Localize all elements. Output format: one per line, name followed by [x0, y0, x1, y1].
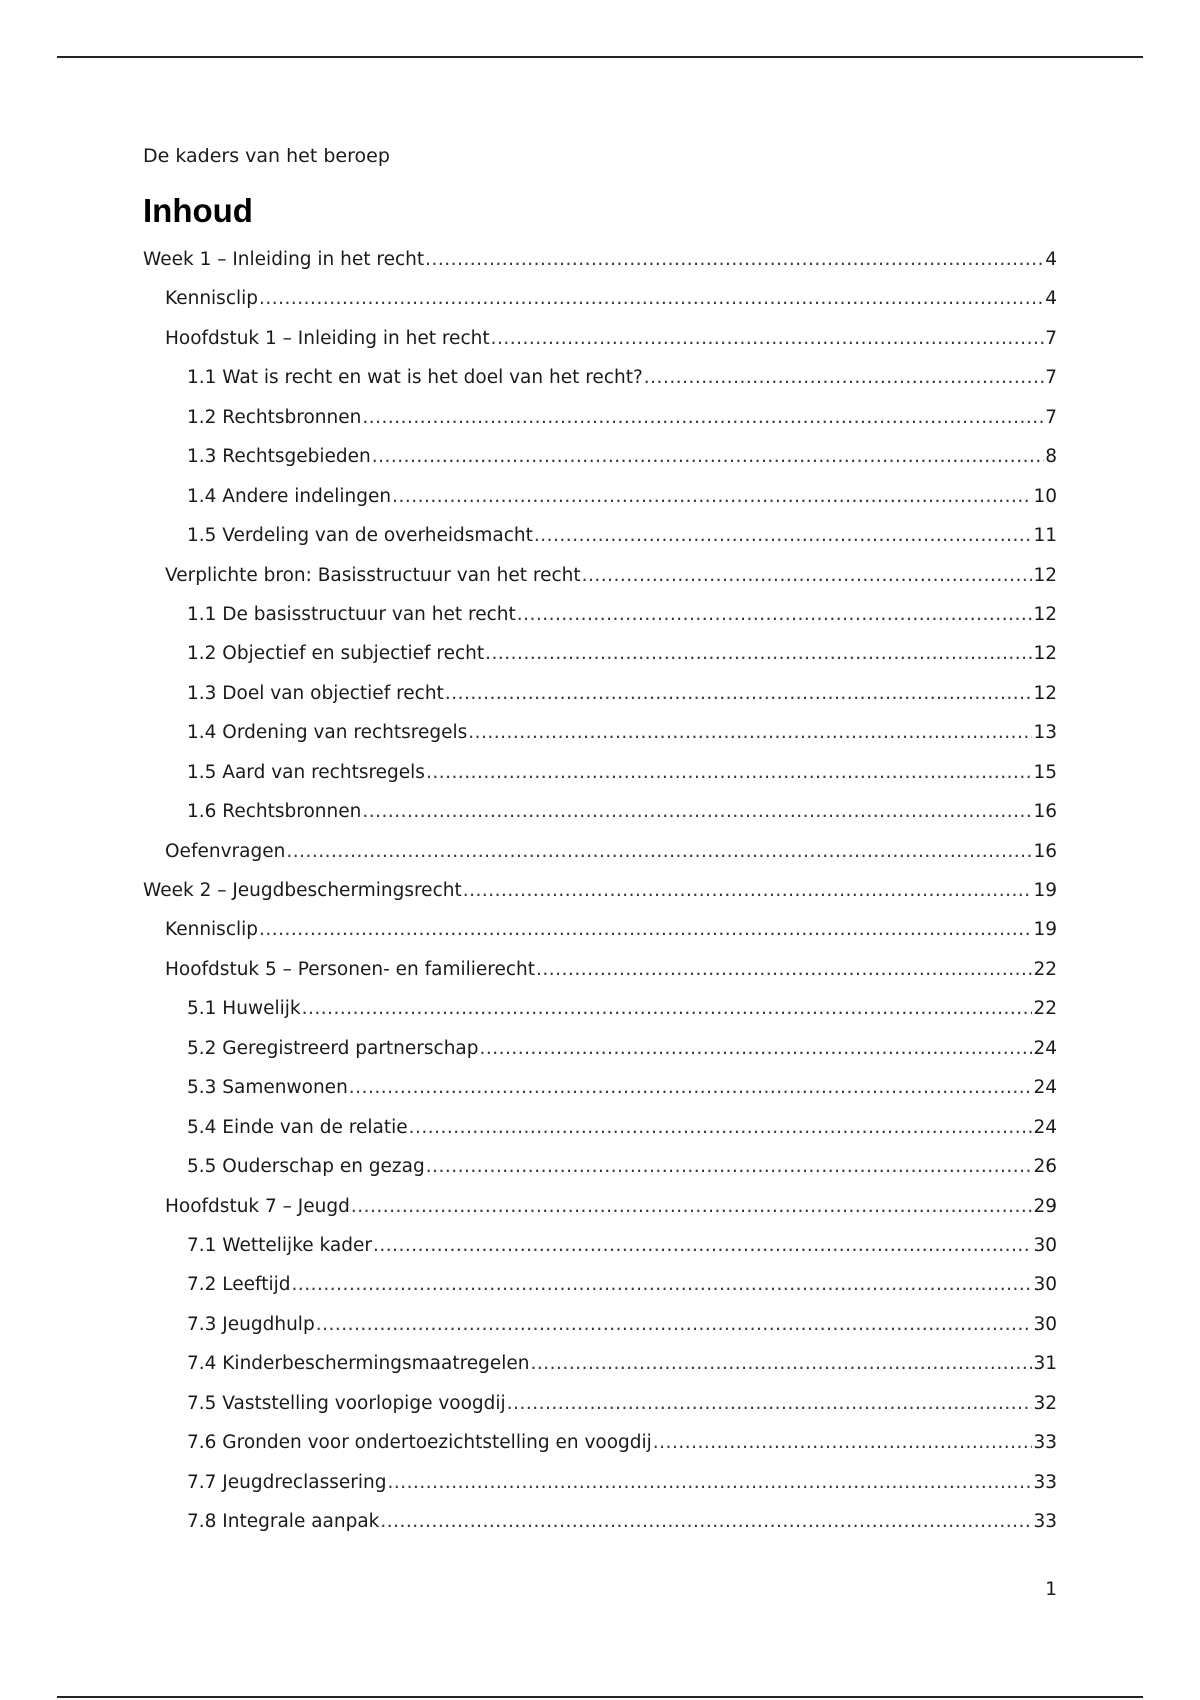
toc-entry-title[interactable]: 7.5 Vaststelling voorlopige voogdij	[187, 1392, 506, 1414]
toc-entry[interactable]	[143, 406, 1057, 445]
toc-dot-leader	[468, 721, 1032, 745]
toc-entry-title[interactable]: 1.5 Verdeling van de overheidsmacht	[187, 525, 533, 547]
toc-entry-page[interactable]: 12	[1033, 682, 1057, 704]
toc-entry-page[interactable]: 24	[1033, 1077, 1057, 1099]
toc-entry-title[interactable]: Week 2 – Jeugdbeschermingsrecht	[143, 880, 462, 901]
toc-dot-leader	[653, 1431, 1033, 1455]
toc-entry[interactable]	[143, 564, 1057, 603]
toc-entry-page[interactable]: 7	[1045, 327, 1057, 349]
toc-dot-leader	[485, 642, 1032, 666]
toc-entry-title[interactable]: 1.3 Doel van objectief recht	[187, 682, 444, 704]
toc-entry[interactable]	[143, 248, 1057, 287]
page-number: 1	[1045, 1579, 1057, 1600]
toc-entry[interactable]	[143, 1116, 1057, 1155]
toc-dot-leader	[426, 1155, 1033, 1179]
toc-entry[interactable]	[143, 1313, 1057, 1352]
toc-entry-page[interactable]: 4	[1045, 249, 1057, 270]
toc-dot-leader	[517, 603, 1033, 627]
toc-dot-leader	[644, 366, 1044, 390]
toc-entry-page[interactable]: 24	[1033, 1116, 1057, 1138]
toc-entry-title[interactable]: Kennisclip	[165, 919, 259, 941]
toc-dot-leader	[480, 1037, 1033, 1061]
toc-dot-leader	[392, 485, 1032, 509]
toc-entry-page[interactable]: 33	[1033, 1471, 1057, 1493]
toc-entry-title[interactable]: 7.3 Jeugdhulp	[187, 1313, 315, 1335]
toc-entry[interactable]	[143, 761, 1057, 800]
toc-entry-title[interactable]: 5.1 Huwelijk	[187, 998, 301, 1020]
toc-entry[interactable]	[143, 1195, 1057, 1234]
toc-entry-page[interactable]: 12	[1033, 603, 1057, 625]
toc-entry[interactable]	[143, 1076, 1057, 1115]
toc-dot-leader	[409, 1116, 1033, 1140]
toc-entry-title[interactable]: Hoofdstuk 7 – Jeugd	[165, 1195, 350, 1217]
toc-entry-title[interactable]: 1.4 Andere indelingen	[187, 485, 392, 507]
toc-dot-leader	[259, 287, 1044, 311]
toc-entry-page[interactable]: 12	[1033, 564, 1057, 586]
toc-dot-leader	[380, 1510, 1032, 1534]
toc-entry-page[interactable]: 19	[1033, 880, 1057, 901]
toc-entry-title[interactable]: 1.5 Aard van rechtsregels	[187, 761, 425, 783]
toc-entry-title[interactable]: 7.7 Jeugdreclassering	[187, 1471, 387, 1493]
toc-dot-leader	[531, 1352, 1033, 1376]
header-rule	[57, 56, 1143, 58]
toc-dot-leader	[292, 1273, 1033, 1297]
toc-entry-title[interactable]: 7.4 Kinderbeschermingsmaatregelen	[187, 1353, 530, 1375]
toc-entry[interactable]	[143, 879, 1057, 918]
toc-entry-page[interactable]: 7	[1045, 406, 1057, 428]
toc-entry-page[interactable]: 4	[1045, 288, 1057, 310]
toc-entry-title[interactable]: 7.6 Gronden voor ondertoezichtstelling en voogdij	[187, 1432, 652, 1454]
toc-entry[interactable]	[143, 840, 1057, 879]
toc-entry[interactable]	[143, 682, 1057, 721]
toc-dot-leader	[349, 1076, 1033, 1100]
toc-entry-page[interactable]: 30	[1033, 1313, 1057, 1335]
toc-dot-leader	[491, 327, 1045, 351]
toc-entry[interactable]	[143, 1352, 1057, 1391]
toc-entry-page[interactable]: 19	[1033, 919, 1057, 941]
toc-dot-leader	[373, 1234, 1032, 1258]
toc-entry-title[interactable]: Verplichte bron: Basisstructuur van het recht	[165, 564, 581, 586]
toc-entry-title[interactable]: 7.2 Leeftijd	[187, 1274, 291, 1296]
toc-entry[interactable]	[143, 958, 1057, 997]
document-subtitle: De kaders van het beroep	[143, 145, 390, 167]
toc-entry-title[interactable]: 1.3 Rechtsgebieden	[187, 446, 371, 468]
toc-entry-page[interactable]: 22	[1033, 958, 1057, 980]
toc-entry-page[interactable]: 11	[1033, 525, 1057, 547]
toc-entry-title[interactable]: 1.1 De basisstructuur van het recht	[187, 603, 516, 625]
toc-entry-page[interactable]: 7	[1045, 367, 1057, 389]
toc-entry-page[interactable]: 15	[1033, 761, 1057, 783]
toc-entry[interactable]	[143, 997, 1057, 1036]
table-of-contents	[143, 248, 1057, 1549]
toc-entry[interactable]	[143, 721, 1057, 760]
toc-entry-title[interactable]: 1.6 Rechtsbronnen	[187, 801, 362, 823]
toc-dot-leader	[536, 958, 1032, 982]
toc-entry-title[interactable]: 7.8 Integrale aanpak	[187, 1511, 380, 1532]
toc-dot-leader	[463, 879, 1033, 903]
toc-entry-page[interactable]: 31	[1033, 1353, 1057, 1375]
toc-entry[interactable]	[143, 287, 1057, 326]
toc-dot-leader	[259, 918, 1032, 942]
toc-entry-title[interactable]: 1.2 Rechtsbronnen	[187, 406, 362, 428]
toc-entry[interactable]	[143, 603, 1057, 642]
toc-entry-title[interactable]: 5.4 Einde van de relatie	[187, 1116, 408, 1138]
toc-entry[interactable]	[143, 485, 1057, 524]
toc-dot-leader	[302, 997, 1033, 1021]
toc-entry[interactable]	[143, 1392, 1057, 1431]
toc-entry[interactable]	[143, 1510, 1057, 1549]
toc-entry-title[interactable]: 5.2 Geregistreerd partnerschap	[187, 1037, 479, 1059]
toc-entry-page[interactable]: 24	[1033, 1037, 1057, 1059]
toc-entry[interactable]	[143, 1234, 1057, 1273]
toc-entry-page[interactable]: 13	[1033, 722, 1057, 744]
toc-entry[interactable]	[143, 918, 1057, 957]
toc-entry[interactable]	[143, 1155, 1057, 1194]
footer-rule	[57, 1696, 1143, 1698]
toc-entry[interactable]	[143, 366, 1057, 405]
toc-entry[interactable]	[143, 1273, 1057, 1312]
toc-dot-leader	[362, 800, 1032, 824]
toc-entry-title[interactable]: 1.2 Objectief en subjectief recht	[187, 643, 485, 665]
toc-dot-leader	[582, 564, 1033, 588]
toc-dot-leader	[286, 840, 1032, 864]
page-title: Inhoud	[143, 192, 253, 229]
toc-entry-title[interactable]: Kennisclip	[165, 288, 259, 310]
toc-dot-leader	[425, 248, 1044, 272]
toc-dot-leader	[362, 406, 1044, 430]
toc-entry-page[interactable]: 26	[1033, 1156, 1057, 1178]
toc-entry-page[interactable]: 33	[1033, 1511, 1057, 1532]
toc-entry-title[interactable]: 5.3 Samenwonen	[187, 1077, 348, 1099]
toc-entry[interactable]	[143, 327, 1057, 366]
toc-entry[interactable]	[143, 1431, 1057, 1470]
toc-entry-page[interactable]: 8	[1045, 446, 1057, 468]
toc-entry-page[interactable]: 16	[1033, 801, 1057, 823]
toc-entry[interactable]	[143, 445, 1057, 484]
toc-dot-leader	[372, 445, 1044, 469]
toc-entry-page[interactable]: 30	[1033, 1234, 1057, 1256]
toc-dot-leader	[445, 682, 1033, 706]
toc-entry-page[interactable]: 16	[1033, 840, 1057, 862]
toc-entry[interactable]	[143, 524, 1057, 563]
toc-entry-title[interactable]: Hoofdstuk 1 – Inleiding in het recht	[165, 327, 490, 349]
toc-entry-title[interactable]: Oefenvragen	[165, 840, 286, 862]
toc-entry-page[interactable]: 29	[1033, 1195, 1057, 1217]
toc-dot-leader	[387, 1471, 1032, 1495]
toc-entry-page[interactable]: 10	[1033, 485, 1057, 507]
toc-dot-leader	[351, 1195, 1033, 1219]
toc-entry-title[interactable]: 1.4 Ordening van rechtsregels	[187, 722, 468, 744]
toc-dot-leader	[316, 1313, 1033, 1337]
toc-entry[interactable]	[143, 642, 1057, 681]
toc-entry-page[interactable]: 32	[1033, 1392, 1057, 1414]
toc-entry-page[interactable]: 30	[1033, 1274, 1057, 1296]
toc-entry-title[interactable]: Week 1 – Inleiding in het recht	[143, 249, 425, 270]
toc-entry[interactable]	[143, 1037, 1057, 1076]
toc-entry-title[interactable]: 7.1 Wettelijke kader	[187, 1234, 372, 1256]
toc-entry[interactable]	[143, 1471, 1057, 1510]
toc-entry[interactable]	[143, 800, 1057, 839]
toc-entry-title[interactable]: 5.5 Ouderschap en gezag	[187, 1156, 425, 1178]
toc-dot-leader	[426, 761, 1033, 785]
toc-dot-leader	[507, 1392, 1033, 1416]
toc-entry-page[interactable]: 22	[1033, 998, 1057, 1020]
toc-entry-page[interactable]: 12	[1033, 643, 1057, 665]
toc-entry-title[interactable]: Hoofdstuk 5 – Personen- en familierecht	[165, 958, 536, 980]
toc-entry-title[interactable]: 1.1 Wat is recht en wat is het doel van het recht?	[187, 367, 643, 389]
toc-entry-page[interactable]: 33	[1033, 1432, 1057, 1454]
toc-dot-leader	[534, 524, 1033, 548]
